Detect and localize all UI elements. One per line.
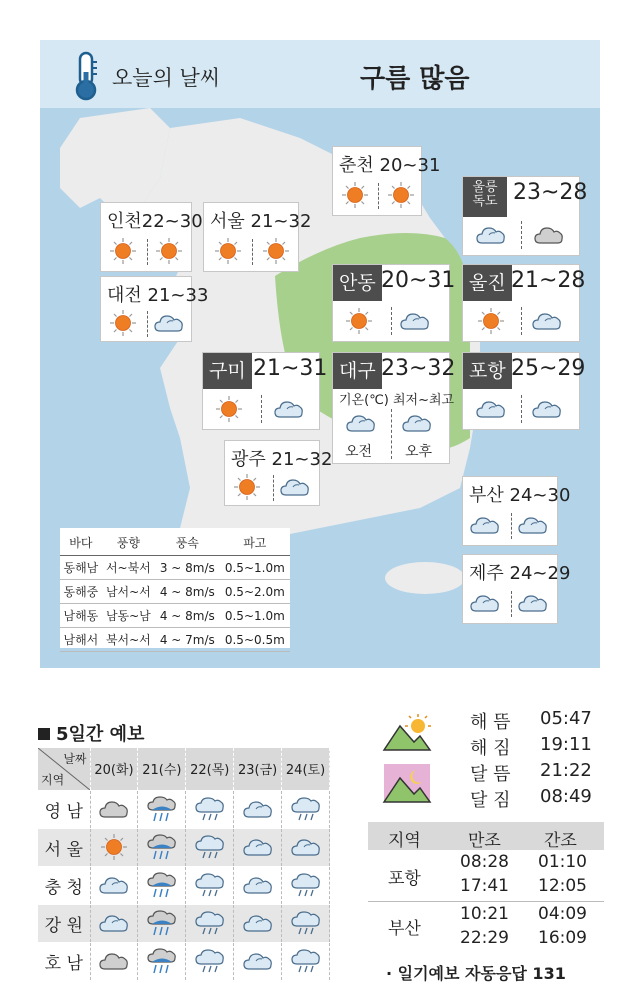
legend-pm: 오후 <box>405 444 433 460</box>
sea-cell: 0.5~1.0m <box>220 556 290 580</box>
forecast-cell <box>282 790 330 828</box>
forecast-cell <box>282 866 330 904</box>
forecast-cell <box>186 790 234 828</box>
forecast-cell <box>234 942 282 980</box>
city-temp: 23~28 <box>513 180 588 205</box>
sun-icon <box>231 473 263 501</box>
rain-icon <box>146 871 178 899</box>
sunset-label: 해 짐 <box>470 738 511 759</box>
partly-cloudy-icon <box>517 589 549 617</box>
sea-cell: 남동~남 <box>102 604 155 628</box>
city-card-gwangju <box>224 440 333 506</box>
forecast-cell <box>234 866 282 904</box>
moonrise-time: 21:22 <box>540 760 592 781</box>
city-card-seoul <box>203 202 312 272</box>
partly-cloudy-rain-icon <box>194 947 226 975</box>
partly-cloudy-icon <box>242 947 274 975</box>
sun-icon <box>153 237 185 265</box>
city-card-jeju <box>462 554 571 624</box>
forecast-cell <box>186 866 234 904</box>
city-name: 인천 <box>107 211 142 232</box>
sea-header: 파고 <box>220 528 290 556</box>
legend-am: 오전 <box>345 444 373 460</box>
sea-cell: 남해서 <box>60 628 102 652</box>
sea-cell: 4 ~ 7m/s <box>155 628 220 652</box>
sun-icon <box>213 395 245 423</box>
weather-summary: 구름 많음 <box>360 64 470 94</box>
tide-low: 04:09 <box>538 904 587 924</box>
forecast-cell <box>282 828 330 866</box>
forecast-cell <box>90 942 138 980</box>
partly-cloudy-rain-icon <box>290 947 322 975</box>
thermometer-icon <box>70 50 102 102</box>
sea-conditions-table <box>60 528 290 648</box>
ars-info: · 일기예보 자동응답 131 <box>386 964 566 983</box>
sunset-time: 19:11 <box>540 734 592 755</box>
sea-header: 풍속 <box>155 528 220 556</box>
city-temp: 21~33 <box>147 285 209 306</box>
rain-icon <box>146 909 178 937</box>
city-card-uljin <box>462 264 586 342</box>
city-name: 울진 <box>463 265 512 301</box>
forecast-cell <box>234 904 282 942</box>
partly-cloudy-icon <box>290 833 322 861</box>
partly-cloudy-icon <box>469 511 501 539</box>
partly-cloudy-icon <box>399 307 431 335</box>
sunrise-time: 05:47 <box>540 708 592 729</box>
city-name: 안동 <box>333 265 382 301</box>
forecast-row <box>38 790 330 828</box>
tide-high: 10:21 <box>460 904 509 924</box>
sea-header: 바다 <box>60 528 102 556</box>
city-card-daegu <box>332 352 456 464</box>
forecast-cell <box>234 828 282 866</box>
tide-low: 12:05 <box>538 876 587 896</box>
sea-cell: 0.5~0.5m <box>220 628 290 652</box>
sea-cell: 3 ~ 8m/s <box>155 556 220 580</box>
partly-cloudy-rain-icon <box>290 871 322 899</box>
forecast-row <box>38 866 330 904</box>
sun-icon <box>339 181 371 209</box>
partly-cloudy-icon <box>242 795 274 823</box>
tide-low: 16:09 <box>538 928 587 948</box>
partly-cloudy-icon <box>345 409 377 437</box>
city-temp: 21~32 <box>250 211 312 232</box>
partly-cloudy-icon <box>242 909 274 937</box>
city-name: 포항 <box>463 353 512 389</box>
city-name: 광주 <box>231 449 266 470</box>
tide-header-high: 만조 <box>468 831 501 851</box>
partly-cloudy-icon <box>531 307 563 335</box>
cloud-icon <box>533 221 565 249</box>
forecast-cell <box>90 866 138 904</box>
partly-cloudy-icon <box>153 309 185 337</box>
city-card-ulleung <box>462 176 588 256</box>
tide-header-region: 지역 <box>388 831 421 851</box>
partly-cloudy-icon <box>401 409 433 437</box>
sun-icon <box>107 309 139 337</box>
moonset-time: 08:49 <box>540 786 592 807</box>
forecast-region: 서 울 <box>38 828 90 866</box>
moonset-label: 달 짐 <box>470 790 511 811</box>
city-temp: 20~31 <box>381 268 456 293</box>
forecast-corner <box>38 748 90 790</box>
sea-cell: 남해동 <box>60 604 102 628</box>
city-card-chuncheon <box>332 146 441 216</box>
forecast-day: 21(수) <box>138 748 186 790</box>
sun-icon <box>212 237 244 265</box>
city-card-gumi <box>202 352 328 430</box>
partly-cloudy-rain-icon <box>290 795 322 823</box>
forecast-region: 호 남 <box>38 942 90 980</box>
sea-cell: 4 ~ 8m/s <box>155 580 220 604</box>
forecast-cell <box>138 828 186 866</box>
forecast-cell <box>90 790 138 828</box>
rain-icon <box>146 947 178 975</box>
partly-cloudy-icon <box>98 909 130 937</box>
forecast-region: 충 청 <box>38 866 90 904</box>
city-temp: 24~29 <box>509 563 571 584</box>
forecast-cell <box>234 790 282 828</box>
tide-high: 17:41 <box>460 876 509 896</box>
city-card-andong <box>332 264 456 342</box>
city-temp: 21~32 <box>271 449 333 470</box>
forecast-cell <box>138 942 186 980</box>
legend-caption: 기온(℃) 최저~최고 <box>339 393 455 408</box>
moonrise-icon <box>382 764 432 804</box>
sea-header: 풍향 <box>102 528 155 556</box>
city-card-pohang <box>462 352 586 430</box>
partly-cloudy-icon <box>279 473 311 501</box>
forecast-row <box>38 904 330 942</box>
partly-cloudy-icon <box>475 395 507 423</box>
moonrise-label: 달 뜸 <box>470 764 511 785</box>
sun-icon <box>385 181 417 209</box>
forecast-cell <box>138 904 186 942</box>
city-temp: 22~30 <box>141 211 203 232</box>
partly-cloudy-icon <box>531 395 563 423</box>
partly-cloudy-icon <box>98 871 130 899</box>
forecast-table <box>38 748 330 980</box>
city-name: 구미 <box>203 353 252 389</box>
city-temp: 24~30 <box>509 485 571 506</box>
sea-row <box>60 580 290 604</box>
city-temp: 21~28 <box>511 268 586 293</box>
partly-cloudy-icon <box>469 589 501 617</box>
cloud-icon <box>98 947 130 975</box>
corner-date-label: 날짜 <box>63 752 87 766</box>
forecast-region: 영 남 <box>38 790 90 828</box>
forecast-day: 23(금) <box>234 748 282 790</box>
city-name: 서울 <box>210 211 245 232</box>
partly-cloudy-icon <box>242 833 274 861</box>
city-card-busan <box>462 476 571 546</box>
forecast-day: 22(목) <box>186 748 234 790</box>
corner-region-label: 지역 <box>41 772 65 787</box>
sun-icon <box>107 237 139 265</box>
city-card-daejeon <box>100 276 209 342</box>
tide-region: 부산 <box>388 919 421 939</box>
forecast-cell <box>282 904 330 942</box>
forecast-region: 강 원 <box>38 904 90 942</box>
sun-icon <box>475 307 507 335</box>
partly-cloudy-rain-icon <box>194 833 226 861</box>
tide-header <box>368 822 604 850</box>
tide-low: 01:10 <box>538 852 587 872</box>
sea-cell: 서~북서 <box>102 556 155 580</box>
sea-row <box>60 628 290 652</box>
city-temp: 21~31 <box>253 356 328 381</box>
sea-row <box>60 556 290 580</box>
tide-high: 08:28 <box>460 852 509 872</box>
partly-cloudy-rain-icon <box>290 909 322 937</box>
sea-cell: 4 ~ 8m/s <box>155 604 220 628</box>
sun-icon <box>343 307 375 335</box>
sea-cell: 0.5~2.0m <box>220 580 290 604</box>
forecast-cell <box>186 828 234 866</box>
city-name: 제주 <box>469 563 504 584</box>
forecast-title <box>38 720 144 746</box>
forecast-row <box>38 828 330 866</box>
sea-cell: 동해중 <box>60 580 102 604</box>
forecast-cell <box>90 904 138 942</box>
city-name: 대구 <box>333 353 382 389</box>
sun-icon <box>98 833 130 861</box>
sea-cell: 남서~서 <box>102 580 155 604</box>
sea-cell: 0.5~1.0m <box>220 604 290 628</box>
partly-cloudy-rain-icon <box>194 795 226 823</box>
partly-cloudy-icon <box>242 871 274 899</box>
sun-icon <box>260 237 292 265</box>
sunrise-icon <box>382 712 432 752</box>
partly-cloudy-icon <box>517 511 549 539</box>
tide-high: 22:29 <box>460 928 509 948</box>
forecast-cell <box>90 828 138 866</box>
forecast-cell <box>138 866 186 904</box>
city-temp: 23~32 <box>381 356 456 381</box>
sunrise-label: 해 뜸 <box>470 712 511 733</box>
forecast-cell <box>282 942 330 980</box>
city-name: 춘천 <box>339 155 374 176</box>
forecast-cell <box>138 790 186 828</box>
city-temp: 25~29 <box>511 356 586 381</box>
forecast-title-text: 5일간 예보 <box>56 724 145 745</box>
forecast-cell <box>186 942 234 980</box>
forecast-day: 24(토) <box>282 748 330 790</box>
tide-region: 포항 <box>388 869 421 889</box>
city-name: 울릉 독도 <box>463 177 507 217</box>
sea-row <box>60 604 290 628</box>
partly-cloudy-rain-icon <box>194 909 226 937</box>
page-title: 오늘의 날씨 <box>112 66 221 90</box>
city-temp: 20~31 <box>379 155 441 176</box>
partly-cloudy-icon <box>475 221 507 249</box>
forecast-row <box>38 942 330 980</box>
rain-icon <box>146 833 178 861</box>
partly-cloudy-icon <box>273 395 305 423</box>
city-name: 부산 <box>469 485 504 506</box>
rain-icon <box>146 795 178 823</box>
cloud-icon <box>98 795 130 823</box>
forecast-day: 20(화) <box>90 748 138 790</box>
city-card-incheon <box>100 202 203 272</box>
city-name: 대전 <box>107 285 142 306</box>
forecast-cell <box>186 904 234 942</box>
sea-cell: 북서~서 <box>102 628 155 652</box>
partly-cloudy-rain-icon <box>194 871 226 899</box>
tide-header-low: 간조 <box>544 831 577 851</box>
sea-cell: 동해남 <box>60 556 102 580</box>
